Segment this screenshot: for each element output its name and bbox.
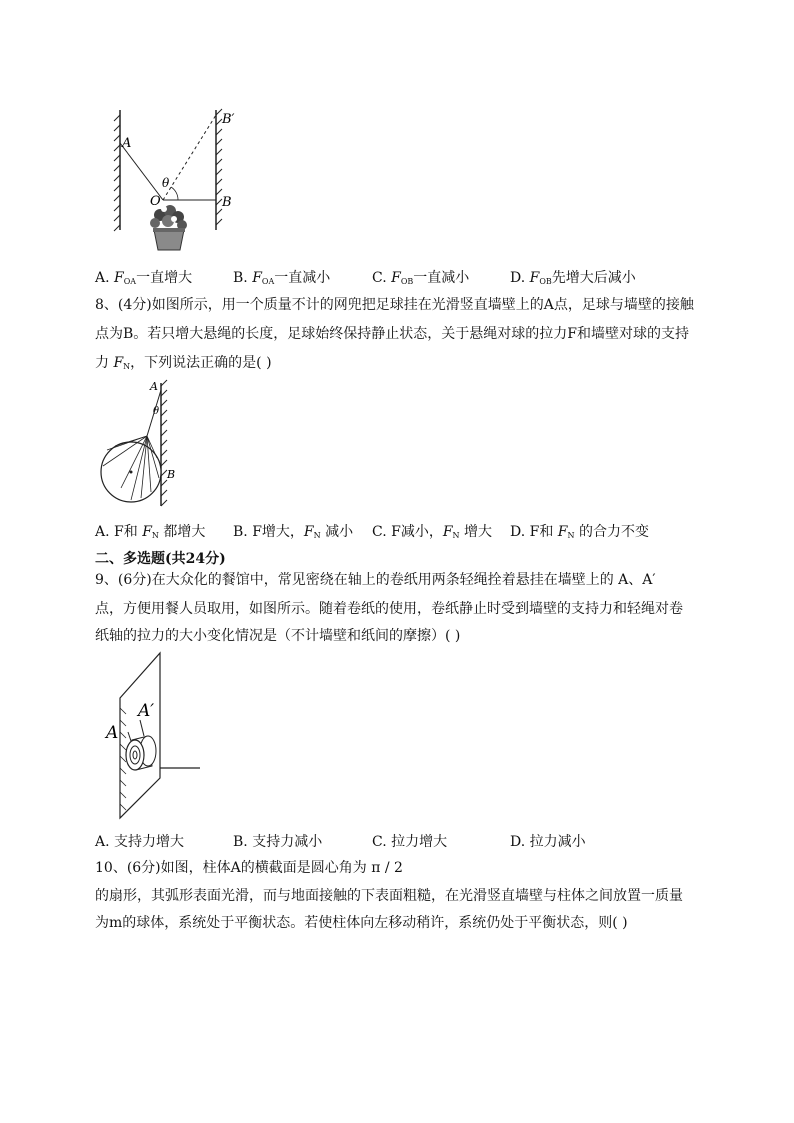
q8-option-d[interactable] <box>510 522 649 546</box>
force-subscript: OB <box>539 277 552 286</box>
force-symbol: F <box>114 270 124 286</box>
q8-line-2: 点为B。若只增大悬绳的长度，足球始终保持静止状态，关于悬绳对球的拉力F和墙壁对球的支持 <box>95 326 689 342</box>
section-title-multiple-choice: 二、多选题(共24分) <box>95 551 226 567</box>
option-text: 先增大后减小 <box>551 270 636 286</box>
force-symbol: F <box>113 355 124 371</box>
option-text: 一直增大 <box>136 270 193 286</box>
q9-option-b[interactable]: B. 支持力减小 <box>233 834 323 850</box>
force-symbol: F <box>303 524 314 540</box>
force-subscript: N <box>452 531 460 540</box>
option-text-b: 的合力不变 <box>574 524 649 540</box>
force-subscript: N <box>123 362 131 371</box>
q8-line-3-pre: 力 <box>95 355 114 371</box>
option-text-b: 减小 <box>320 524 354 540</box>
fig8-label-theta: θ <box>153 406 160 417</box>
q8-option-c[interactable] <box>372 522 492 546</box>
force-symbol: F <box>442 524 453 540</box>
fig7-label-bprime: B′ <box>222 112 235 127</box>
option-text-a: B. F增大， <box>233 524 304 540</box>
force-subscript: N <box>567 531 575 540</box>
q8-option-a[interactable] <box>95 522 205 546</box>
q8-line-1: 8、(4分)如图所示，用一个质量不计的网兜把足球挂在光滑竖直墙壁上的A点，足球与墙壁的接触 <box>95 297 694 313</box>
q9-line-2: 点，方便用餐人员取用，如图所示。随着卷纸的使用，卷纸静止时受到墙壁的支持力和轻绳对卷 <box>95 601 683 617</box>
force-symbol: F <box>142 524 152 540</box>
force-subscript: OA <box>261 277 275 286</box>
fig9-label-aprime: A′ <box>138 701 155 721</box>
q9-line-3: 纸轴的拉力的大小变化情况是（不计墙壁和纸间的摩擦）( ) <box>95 628 461 644</box>
force-subscript: OB <box>400 277 414 286</box>
q9-line-1: 9、(6分)在大众化的餐馆中，常见密绕在轴上的卷纸用两条轻绳拴着悬挂在墙壁上的 A、A′ <box>95 572 656 588</box>
fig7-label-o: O <box>150 194 161 209</box>
option-prefix: D. <box>510 270 530 286</box>
q10-line-3: 为m的球体，系统处于平衡状态。若使柱体向左移动稍许，系统仍处于平衡状态，则( ) <box>95 915 628 931</box>
option-prefix: B. <box>233 270 253 286</box>
figure-q7-flowerpot <box>100 105 250 260</box>
force-symbol: F <box>529 270 540 286</box>
fig8-label-a: A <box>150 380 158 393</box>
force-subscript: N <box>313 531 321 540</box>
option-text-b: 增大 <box>459 524 492 540</box>
q7-option-b[interactable] <box>233 268 330 292</box>
fig7-label-a: A <box>122 136 132 151</box>
force-symbol: F <box>391 270 401 286</box>
q9-option-a[interactable]: A. 支持力增大 <box>95 834 185 850</box>
q8-line-3-post: ，下列说法正确的是( ) <box>130 355 272 371</box>
flowerpot-icon <box>150 205 187 250</box>
force-symbol: F <box>557 524 568 540</box>
q7-option-a[interactable] <box>95 268 192 292</box>
fig8-label-b: B <box>167 468 176 481</box>
q8-line-3 <box>95 353 272 377</box>
fig7-label-theta: θ <box>162 176 170 190</box>
option-prefix: C. <box>372 270 392 286</box>
force-subscript: N <box>151 531 159 540</box>
fig9-label-a: A <box>106 723 119 743</box>
option-text-b: 都增大 <box>158 524 206 540</box>
q8-option-b[interactable] <box>233 522 353 546</box>
q7-option-d[interactable] <box>510 268 636 292</box>
option-prefix: A. <box>95 270 115 286</box>
option-text: 一直减小 <box>413 270 470 286</box>
q9-option-c[interactable]: C. 拉力增大 <box>372 834 448 850</box>
force-symbol: F <box>252 270 262 286</box>
fig7-label-b: B <box>222 195 232 210</box>
q9-option-d[interactable]: D. 拉力减小 <box>510 834 586 850</box>
q7-option-c[interactable] <box>372 268 469 292</box>
figure-q9-toilet-roll <box>100 648 210 823</box>
option-text-a: A. F和 <box>95 524 143 540</box>
q10-line-2: 的扇形，其弧形表面光滑，而与地面接触的下表面粗糙，在光滑竖直墙壁与柱体之间放置一质量 <box>95 888 683 904</box>
q10-line-1: 10、(6分)如图，柱体A的横截面是圆心角为 π / 2 <box>95 860 403 876</box>
option-text: 一直减小 <box>274 270 331 286</box>
force-subscript: OA <box>123 277 137 286</box>
option-text-a: D. F和 <box>510 524 558 540</box>
option-text-a: C. F减小， <box>372 524 443 540</box>
figure-q8-football <box>95 378 205 513</box>
